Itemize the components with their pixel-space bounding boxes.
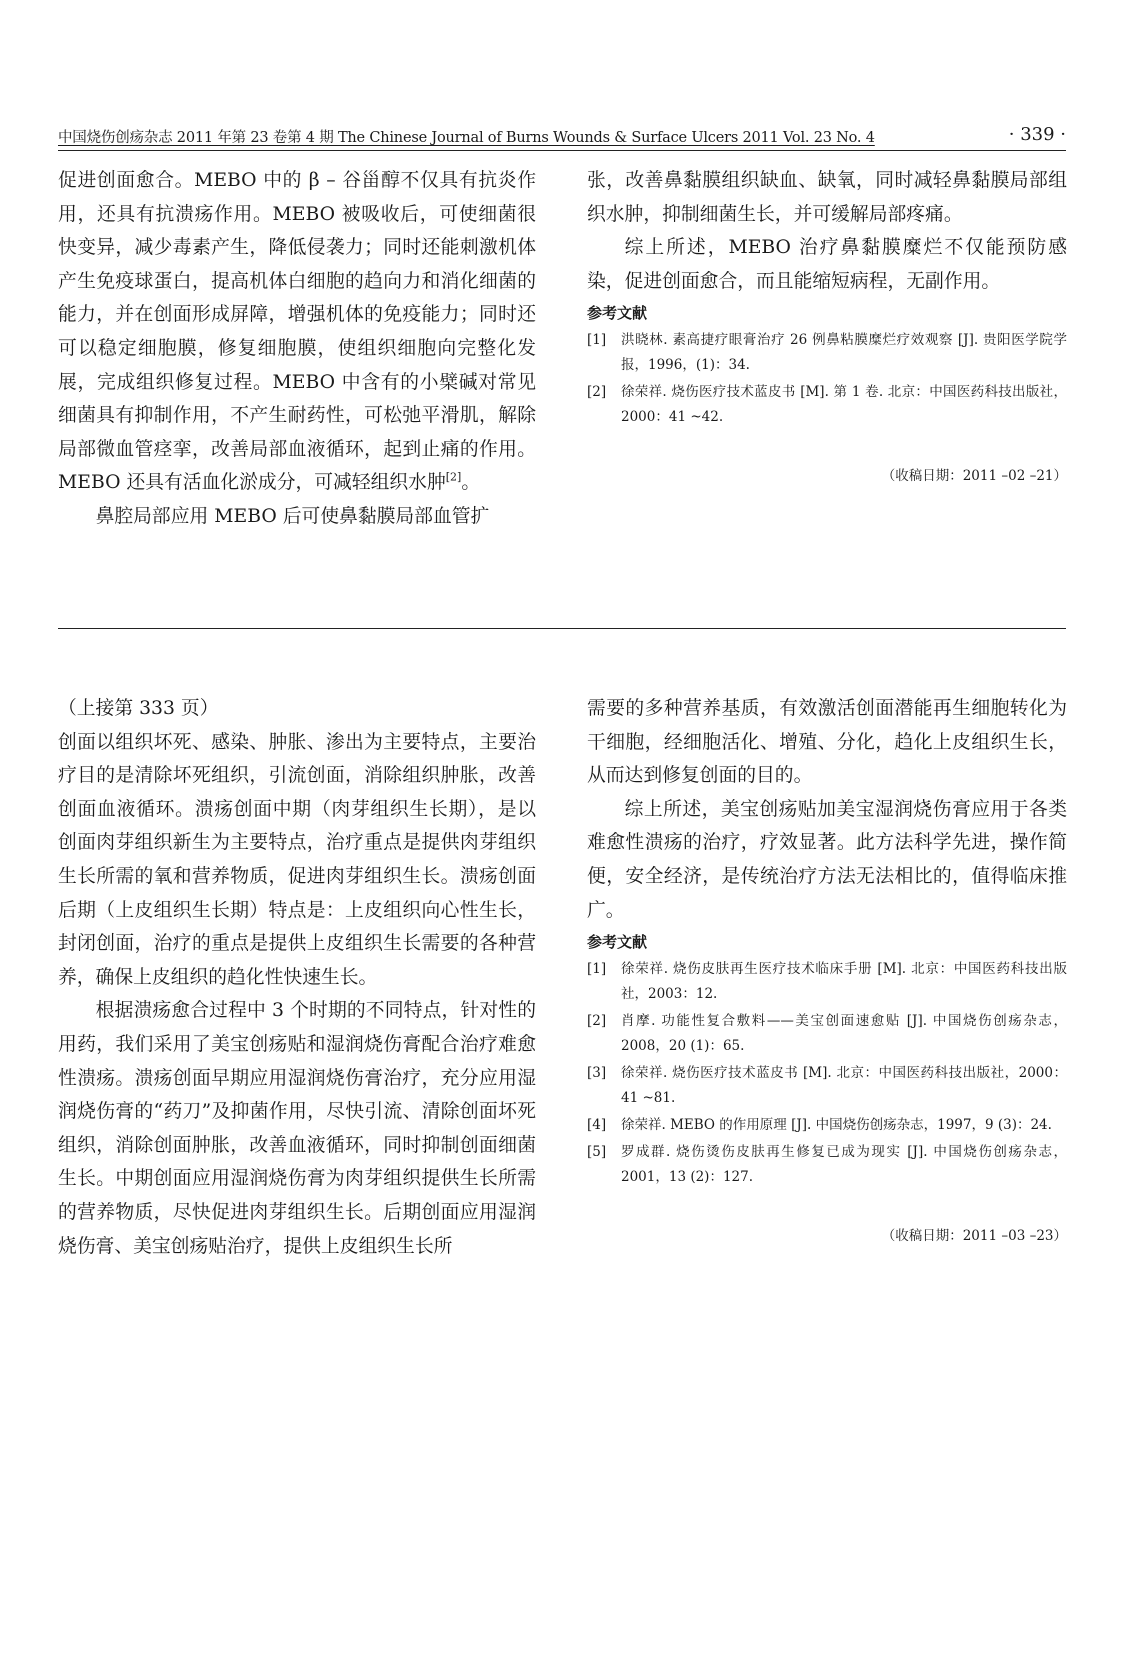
reference-item bbox=[587, 1061, 1067, 1111]
reference-text: 徐荣祥. 烧伤医疗技术蓝皮书 [M]. 第 1 卷. 北京：中国医药科技出版社，2000：41 ~42. bbox=[621, 384, 1067, 426]
body-paragraph: 根据溃疡愈合过程中 3 个时期的不同特点，针对性的用药，我们采用了美宝创疡贴和湿润烧伤膏配合治疗难愈性溃疡。溃疡创面早期应用湿润烧伤膏治疗，充分应用湿润烧伤膏的“药刀”及抑菌作用，尽快引流、清除创面坏死组织，消除创面肿胀，改善血液循环，同时抑制创面细菌生长。中期创面应用湿润烧伤膏为肉芽组织提供生长所需的营养物质，尽快促进肉芽组织生长。后期创面应用湿润烧伤膏、美宝创疡贴治疗，提供上皮组织生长所 bbox=[58, 1000, 536, 1257]
reference-number: [2] bbox=[587, 384, 607, 401]
reference-number: [1] bbox=[587, 332, 607, 349]
article1-right-column bbox=[587, 164, 1067, 494]
body-paragraph: 张，改善鼻黏膜组织缺血、缺氧，同时减轻鼻黏膜局部组织水肿，抑制细菌生长，并可缓解局部疼痛。 bbox=[587, 170, 1067, 225]
reference-number: [2] bbox=[587, 1013, 607, 1030]
body-paragraph: 创面以组织坏死、感染、肿胀、渗出为主要特点，主要治疗目的是清除坏死组织，引流创面，消除组织肿胀，改善创面血液循环。溃疡创面中期（肉芽组织生长期），是以创面肉芽组织新生为主要特点，治疗重点是提供肉芽组织生长所需的氧和营养物质，促进肉芽组织生长。溃疡创面后期（上皮组织生长期）特点是：上皮组织向心性生长，封闭创面，治疗的重点是提供上皮组织生长需要的各种营养，确保上皮组织的趋化性快速生长。 bbox=[58, 731, 536, 988]
reference-number: [3] bbox=[587, 1065, 607, 1082]
reference-item bbox=[587, 328, 1067, 378]
reference-text: 洪晓林. 素高捷疗眼膏治疗 26 例鼻粘膜糜烂疗效观察 [J]. 贵阳医学院学报，1996，(1)：34. bbox=[621, 332, 1067, 374]
reference-item bbox=[587, 380, 1067, 430]
reference-text: 徐荣祥. 烧伤皮肤再生医疗技术临床手册 [M]. 北京：中国医药科技出版社，2003：12. bbox=[621, 961, 1067, 1003]
reference-text: 徐荣祥. 烧伤医疗技术蓝皮书 [M]. 北京：中国医药科技出版社，2000：41 ~81. bbox=[621, 1065, 1067, 1107]
reference-item bbox=[587, 1113, 1067, 1138]
running-header bbox=[58, 124, 1066, 151]
reference-number: [5] bbox=[587, 1144, 607, 1161]
continued-from-note: （上接第 333 页） bbox=[58, 698, 219, 719]
reference-text: 徐荣祥. MEBO 的作用原理 [J]. 中国烧伤创疡杂志，1997，9 (3)：24. bbox=[621, 1117, 1052, 1134]
journal-header: 中国烧伤创疡杂志 2011 年第 23 卷第 4 期 The Chinese Journal of Burns Wounds & Surface Ulcers 2011 Vol. 23 No. 4 bbox=[58, 130, 875, 146]
reference-number: [4] bbox=[587, 1117, 607, 1134]
body-paragraph: 综上所述，MEBO 治疗鼻黏膜糜烂不仅能预防感染，促进创面愈合，而且能缩短病程，无副作用。 bbox=[587, 237, 1067, 292]
references-heading: 参考文献 bbox=[587, 933, 648, 952]
citation-mark: [2] bbox=[445, 471, 462, 485]
section-divider bbox=[58, 628, 1066, 629]
article1-left-column bbox=[58, 164, 536, 534]
body-paragraph: 促进创面愈合。MEBO 中的 β – 谷甾醇不仅具有抗炎作用，还具有抗溃疡作用。MEBO 被吸收后，可使细菌很快变异，减少毒素产生，降低侵袭力；同时还能刺激机体产生免疫球蛋白，提高机体白细胞的趋向力和消化细菌的能力，并在创面形成屏障，增强机体的免疫能力；同时还可以稳定细胞膜，修复细胞膜，使组织细胞向完整化发展，完成组织修复过程。MEBO 中含有的小檗碱对常见细菌具有抑制作用，不产生耐药性，可松弛平滑肌，解除局部微血管痉挛，改善局部血液循环，起到止痛的作用。MEBO 还具有活血化淤成分，可减轻组织水肿[2]。 bbox=[58, 170, 536, 494]
body-paragraph: 综上所述，美宝创疡贴加美宝湿润烧伤膏应用于各类难愈性溃疡的治疗，疗效显著。此方法科学先进，操作简便，安全经济，是传统治疗方法无法相比的，值得临床推广。 bbox=[587, 798, 1067, 921]
reference-text: 肖摩. 功能性复合敷料——美宝创面速愈贴 [J]. 中国烧伤创疡杂志，2008，20 (1)：65. bbox=[621, 1013, 1067, 1055]
body-paragraph: 鼻腔局部应用 MEBO 后可使鼻黏膜局部血管扩 bbox=[95, 505, 490, 527]
article2-right-column bbox=[587, 692, 1067, 1254]
reference-item bbox=[587, 1009, 1067, 1059]
page-number: · 339 · bbox=[1008, 124, 1066, 145]
article2-left-column bbox=[58, 692, 536, 1263]
reference-item bbox=[587, 1140, 1067, 1190]
references-heading: 参考文献 bbox=[587, 304, 648, 323]
reference-text: 罗成群. 烧伤烫伤皮肤再生修复已成为现实 [J]. 中国烧伤创疡杂志，2001，13 (2)：127. bbox=[621, 1144, 1067, 1186]
received-date: （收稿日期：2011 –02 –21） bbox=[881, 468, 1067, 485]
reference-list bbox=[587, 957, 1067, 1190]
body-paragraph: 需要的多种营养基质，有效激活创面潜能再生细胞转化为干细胞，经细胞活化、增殖、分化，趋化上皮组织生长，从而达到修复创面的目的。 bbox=[587, 698, 1067, 787]
reference-number: [1] bbox=[587, 961, 607, 978]
reference-list bbox=[587, 328, 1067, 430]
received-date: （收稿日期：2011 –03 –23） bbox=[881, 1228, 1067, 1245]
reference-item bbox=[587, 957, 1067, 1007]
